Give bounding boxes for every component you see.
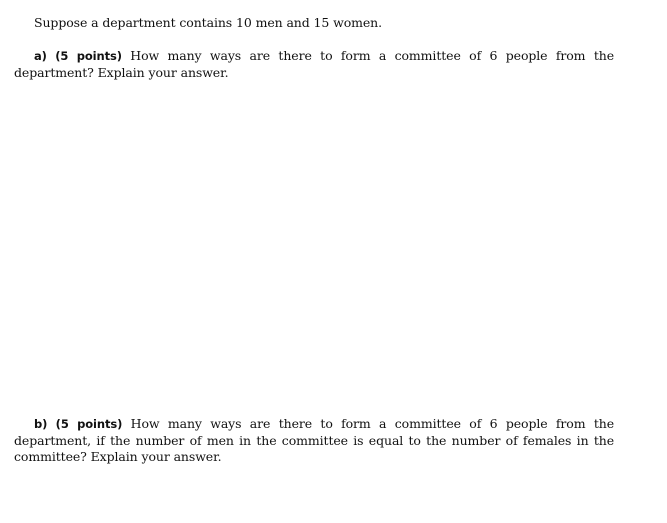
question-a-text: How many ways are there to form a committee of 6 people from the department? Explain your answer.	[14, 48, 614, 80]
problem-intro: Suppose a department contains 10 men and 15 women.	[34, 15, 383, 30]
question-a	[14, 48, 614, 81]
question-b	[14, 416, 614, 466]
question-b-label: b) (5 points)	[34, 417, 123, 431]
question-b-text: How many ways are there to form a committee of 6 people from the department, if the number of men in the committee is equal to the number of females in the committee? Explain your answer.	[14, 416, 615, 464]
question-a-label: a) (5 points)	[34, 49, 122, 63]
